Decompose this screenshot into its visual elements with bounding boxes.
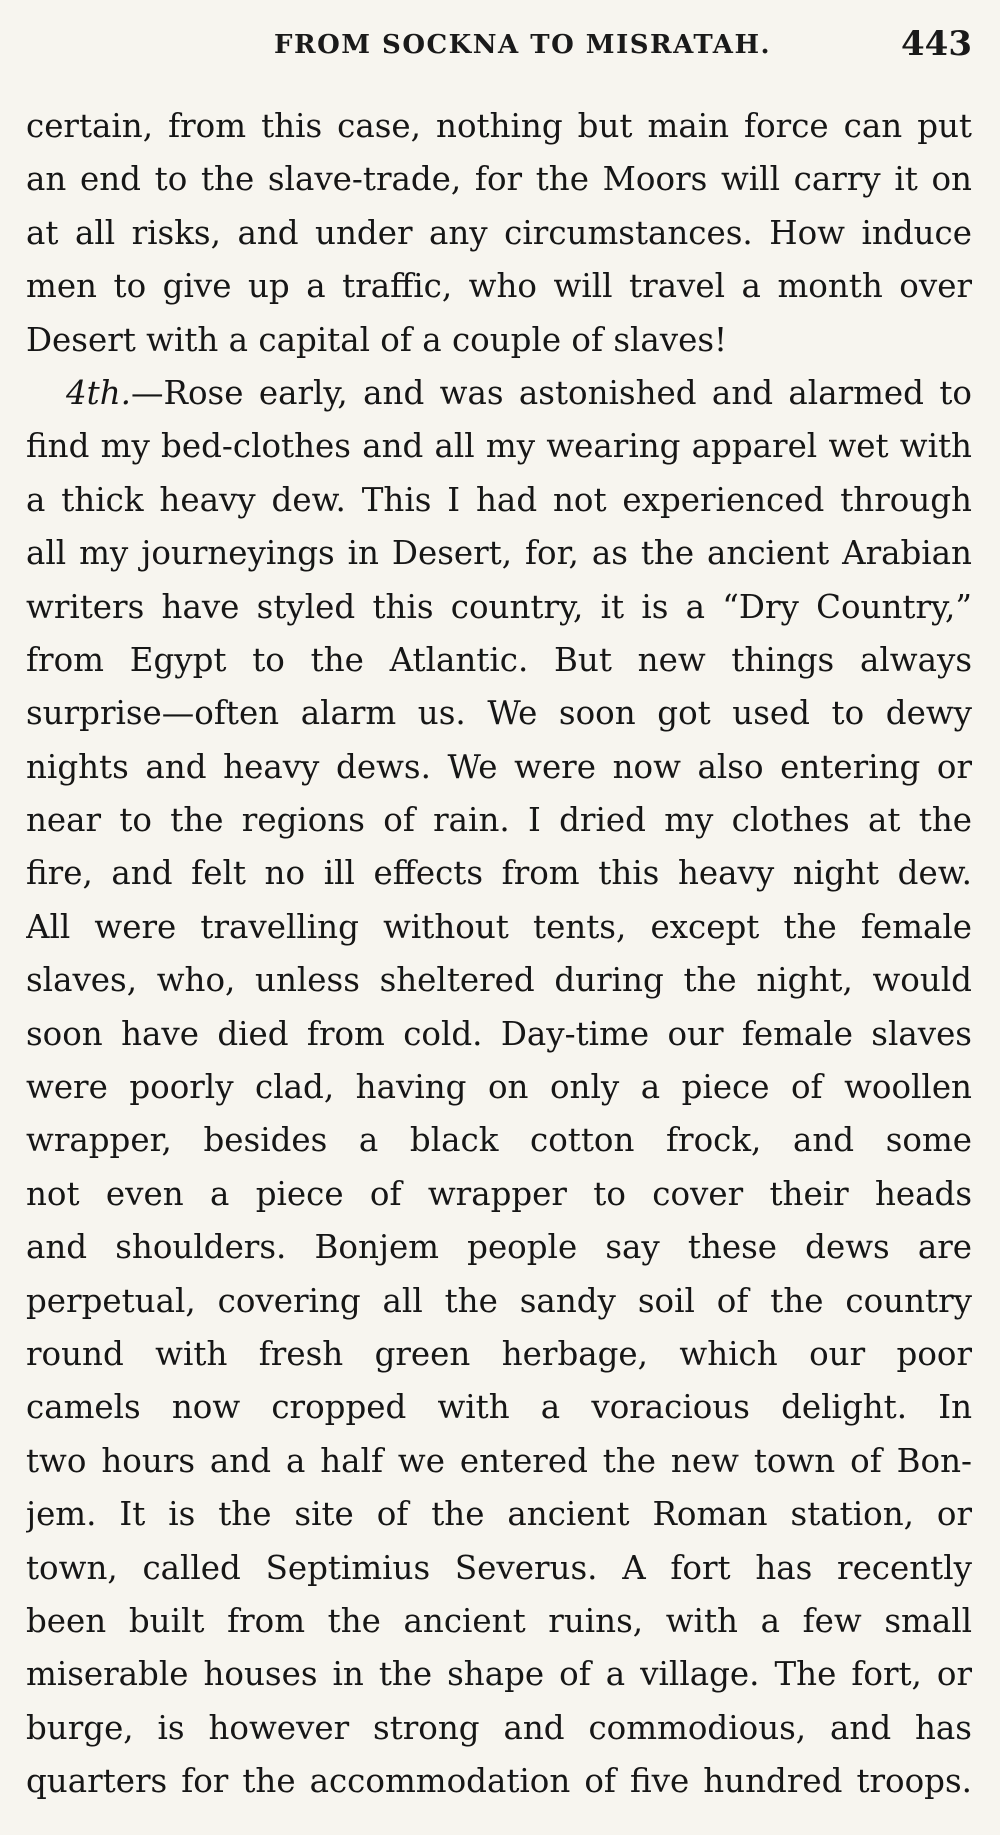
text-line: a thick heavy dew. This I had not experienced through xyxy=(26,480,972,519)
text-line: men to give up a traffic, who will travel a month over xyxy=(26,267,972,306)
text-line: Desert with a capital of a couple of slaves! xyxy=(26,320,728,359)
text-line: quarters for the accommodation of five hundred troops. xyxy=(26,1762,972,1801)
page-number: 443 xyxy=(901,24,972,64)
text-line: camels now cropped with a voracious delight. In xyxy=(26,1388,972,1427)
text-line: town, called Septimius Severus. A fort has recently xyxy=(26,1548,972,1587)
body-text xyxy=(26,100,972,1809)
text-line: find my bed-clothes and all my wearing apparel wet with xyxy=(26,427,972,466)
text-line: round with fresh green herbage, which our poor xyxy=(26,1334,972,1373)
text-line: near to the regions of rain. I dried my clothes at the xyxy=(26,801,972,840)
text-line-dated xyxy=(26,367,972,420)
text-line: and shoulders. Bonjem people say these dews are xyxy=(26,1228,972,1267)
text-line: were poorly clad, having on only a piece of woollen xyxy=(26,1068,972,1107)
text-line: burge, is however strong and commodious, and has xyxy=(26,1708,972,1747)
text-line: wrapper, besides a black cotton frock, and some xyxy=(26,1121,972,1160)
text-line: writers have styled this country, it is a “Dry Country,” xyxy=(26,587,972,626)
text-line: All were travelling without tents, except the female xyxy=(26,907,972,946)
running-head: FROM SOCKNA TO MISRATAH. xyxy=(274,30,772,60)
text-line: all my journeyings in Desert, for, as the ancient Arabian xyxy=(26,534,972,573)
text-line: two hours and a half we entered the new town of Bon- xyxy=(26,1441,972,1480)
text-line: at all risks, and under any circumstances. How induce xyxy=(26,213,972,252)
date-label: 4th. xyxy=(66,373,131,412)
text-line: been built from the ancient ruins, with a few small xyxy=(26,1601,972,1640)
text-line: soon have died from cold. Day-time our female slaves xyxy=(26,1014,972,1053)
text-line: slaves, who, unless sheltered during the night, would xyxy=(26,961,972,1000)
text-line: surprise—often alarm us. We soon got used to dewy xyxy=(26,694,972,733)
text-line: certain, from this case, nothing but main force can put xyxy=(26,107,972,145)
page-header xyxy=(26,22,972,74)
text-line: perpetual, covering all the sandy soil of the country xyxy=(26,1281,972,1320)
text-line: not even a piece of wrapper to cover their heads xyxy=(26,1174,972,1213)
text-line: jem. It is the site of the ancient Roman station, or xyxy=(26,1495,972,1534)
text-line-rest: —Rose early, and was astonished and alarmed to xyxy=(131,373,972,412)
text-line: fire, and felt no ill effects from this heavy night dew. xyxy=(26,854,972,893)
text-line: an end to the slave-trade, for the Moors will carry it on xyxy=(26,160,972,199)
text-line: from Egypt to the Atlantic. But new things always xyxy=(26,640,972,679)
text-line: nights and heavy dews. We were now also entering or xyxy=(26,747,972,786)
text-line: miserable houses in the shape of a village. The fort, or xyxy=(26,1655,972,1694)
